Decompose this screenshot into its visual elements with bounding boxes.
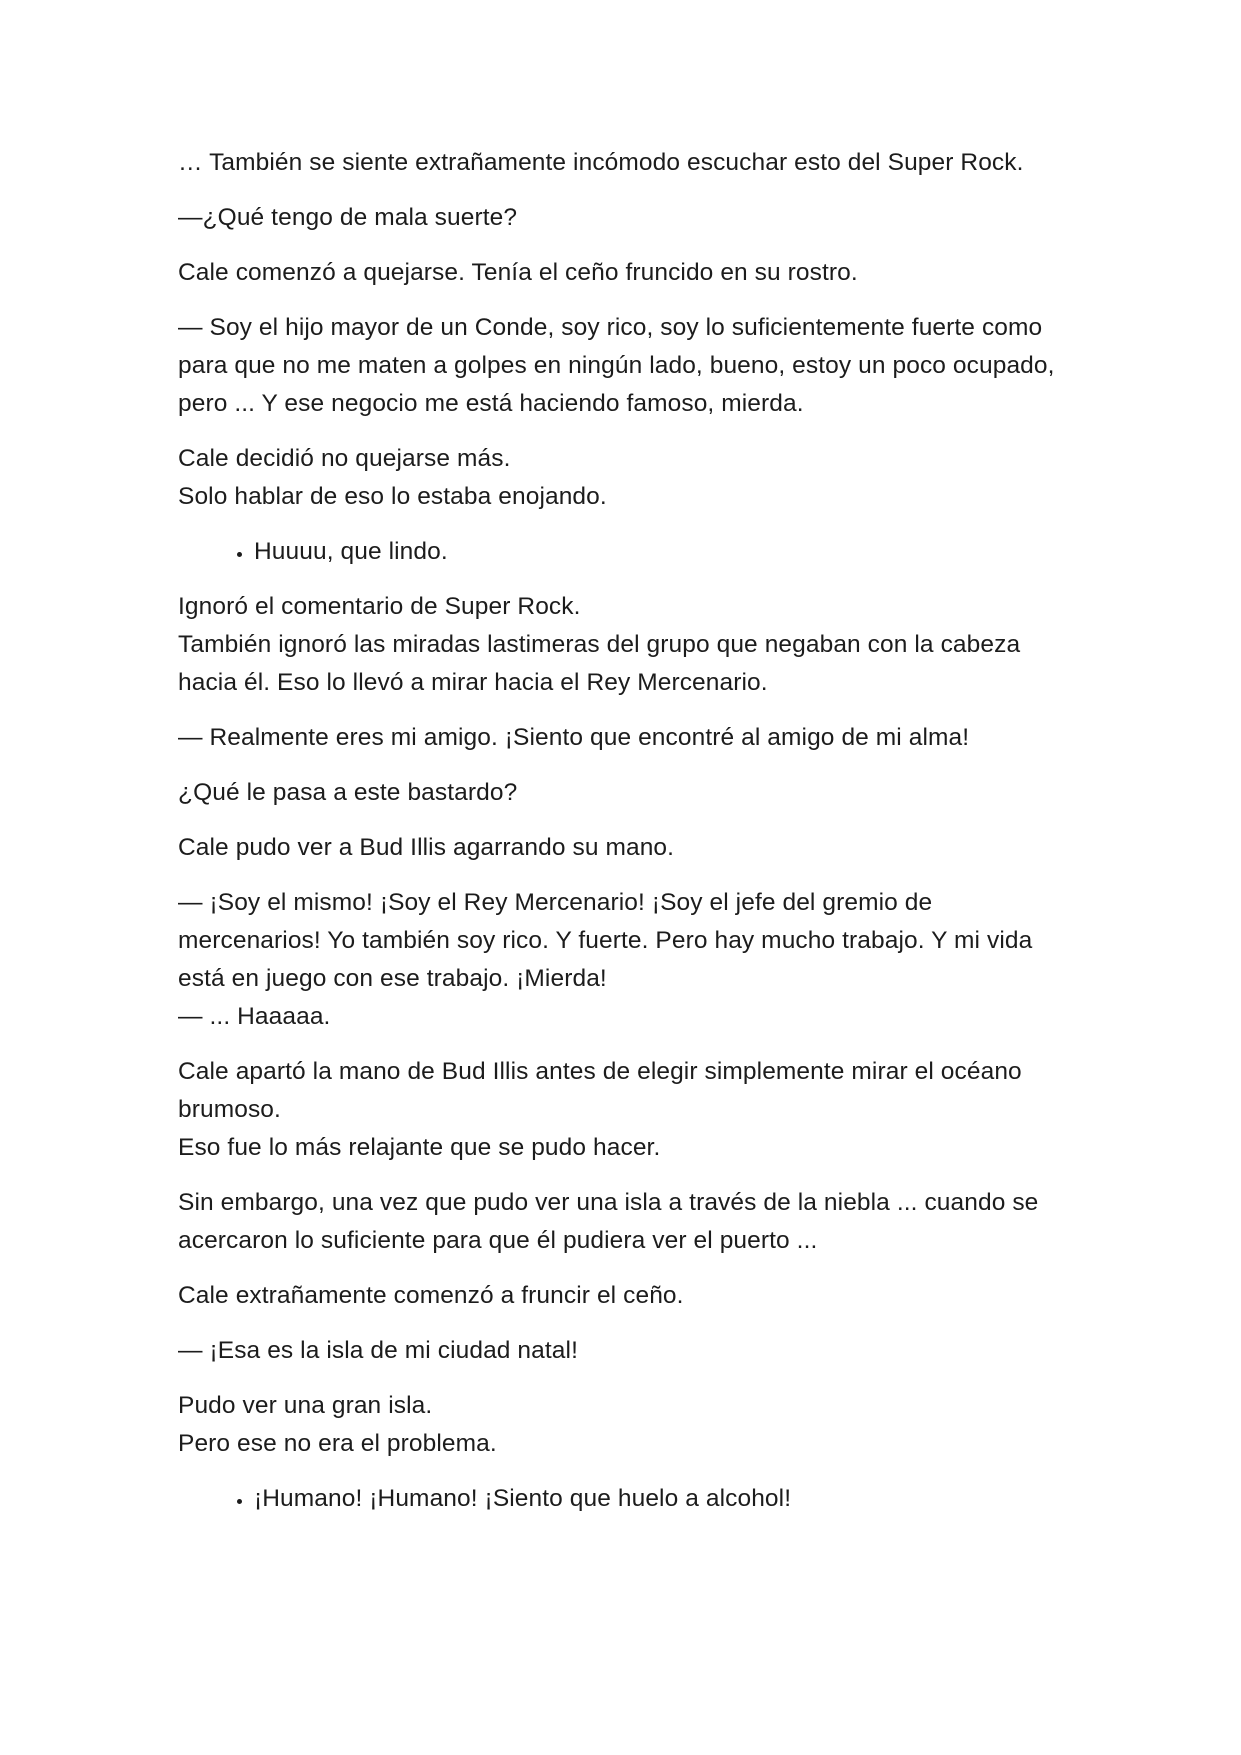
paragraph: Pudo ver una gran isla.	[178, 1392, 433, 1419]
document-body	[178, 144, 1078, 1535]
paragraph: Sin embargo, una vez que pudo ver una isla a través de la niebla ... cuando se acercaron lo suficiente para que él pudiera ver el puerto ...	[178, 1189, 1039, 1254]
paragraph: Solo hablar de eso lo estaba enojando.	[178, 483, 607, 510]
paragraph: Cale decidió no quejarse más.	[178, 445, 511, 472]
paragraph: ¿Qué le pasa a este bastardo?	[178, 779, 518, 806]
paragraph: — Realmente eres mi amigo. ¡Siento que encontré al amigo de mi alma!	[178, 724, 970, 751]
paragraph: — ¡Soy el mismo! ¡Soy el Rey Mercenario! ¡Soy el jefe del gremio de mercenarios! Yo también soy rico. Y fuerte. Pero hay mucho trabajo. Y mi vida está en juego con ese trabajo. ¡Mierda!	[178, 889, 1033, 992]
paragraph: Cale extrañamente comenzó a fruncir el ceño.	[178, 1282, 684, 1309]
paragraph: Ignoró el comentario de Super Rock.	[178, 593, 581, 620]
paragraph: … También se siente extrañamente incómodo escuchar esto del Super Rock.	[178, 149, 1024, 176]
bullet-list	[178, 533, 1078, 571]
bullet-item: • Huuuu, que lindo.	[254, 533, 1078, 571]
paragraph: Eso fue lo más relajante que se pudo hacer.	[178, 1134, 661, 1161]
paragraph: — Soy el hijo mayor de un Conde, soy rico, soy lo suficientemente fuerte como para que no me maten a golpes en ningún lado, bueno, estoy un poco ocupado, pero ... Y ese negocio me está haciendo famoso, mierda.	[178, 314, 1055, 417]
paragraph: — ¡Esa es la isla de mi ciudad natal!	[178, 1337, 578, 1364]
paragraph: — ... Haaaaa.	[178, 1003, 331, 1030]
bullet-item: • ¡Humano! ¡Humano! ¡Siento que huelo a alcohol!	[254, 1480, 1078, 1518]
paragraph: —¿Qué tengo de mala suerte?	[178, 204, 518, 231]
paragraph: Cale comenzó a quejarse. Tenía el ceño fruncido en su rostro.	[178, 259, 858, 286]
paragraph: Pero ese no era el problema.	[178, 1430, 497, 1457]
paragraph: Cale pudo ver a Bud Illis agarrando su mano.	[178, 834, 675, 861]
paragraph: Cale apartó la mano de Bud Illis antes de elegir simplemente mirar el océano brumoso.	[178, 1058, 1022, 1123]
bullet-list	[178, 1480, 1078, 1518]
paragraph: También ignoró las miradas lastimeras del grupo que negaban con la cabeza hacia él. Eso lo llevó a mirar hacia el Rey Mercenario.	[178, 631, 1021, 696]
